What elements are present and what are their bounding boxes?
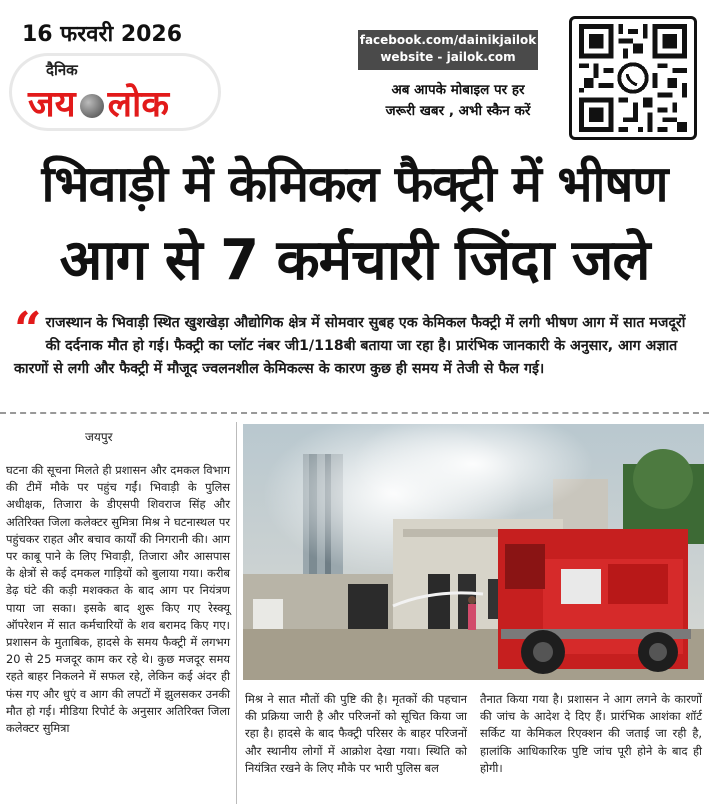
fire-scene-photo [243,424,704,680]
body-column-2: मिश्र ने सात मौतों की पुष्टि की है। मृतकों की पहचान की प्रक्रिया जारी है और परिजनों को सूचित किया जा रहा है। हादसे के बाद फैक्ट्री परिसर के बाहर परिजनों और स्थानीय लोगों में आक्रोश देखा गया। स्थिति को नियंत्रित रखने के लिए मौके पर भारी पुलिस बल [245,692,467,775]
newspaper-logo [12,56,218,128]
website-link[interactable]: website - jailok.com [380,50,516,64]
column-divider [236,422,237,804]
logo-name [28,78,169,127]
facebook-link[interactable]: facebook.com/dainikjailok [359,33,537,47]
social-banner [358,30,538,70]
body-column-3: तैनात किया गया है। प्रशासन ने आग लगने के कारणों की जांच के आदेश दे दिए हैं। प्रारंभिक आशंका शॉर्ट सर्किट या केमिकल रिएक्शन की जताई जा रही है, हालांकि आधिकारिक पुष्टि जांच पूरी होने के बाद ही होगी। [480,692,702,775]
scan-line-2: जरूरी खबर , अभी स्कैन करें [385,103,531,119]
lead-paragraph [14,302,696,381]
issue-date: 16 फरवरी 2026 [22,22,183,47]
dateline: जयपुर [85,430,113,444]
quote-icon: “ [14,302,42,358]
logo-prefix: दैनिक [46,61,78,79]
headline-line-2: आग से 7 कर्मचारी जिंदा जले [59,228,650,293]
scan-prompt [358,80,558,122]
logo-right: लोक [107,84,169,125]
logo-left: जय [28,84,76,125]
section-divider [0,412,709,414]
lead-text: राजस्थान के भिवाड़ी स्थित खुशखेड़ा औद्योगिक क्षेत्र में सोमवार सुबह एक केमिकल फैक्ट्री में लगी भीषण आग में सात मजदूरों की दर्दनाक मौत हो गई। फैक्ट्री का प्लॉट नंबर जी1/118बी बताया जा रहा है। प्रारंभिक जानकारी के अनुसार, आग अज्ञात कारणों से लगी और फैक्ट्री में मौजूद ज्वलनशील केमिकल्स के कारण कुछ ही समय में तेजी से फैल गई। [14,315,686,377]
qr-code-icon[interactable] [569,16,697,140]
body-column-1: घटना की सूचना मिलते ही प्रशासन और दमकल विभाग की टीमें मौके पर पहुंच गईं। भिवाड़ी के पुलिस अधीक्षक, तिजारा के डीएसपी शिवराज सिंह और अतिरिक्त जिला कलेक्टर सुमित्रा मिश्र ने घटनास्थल पर पहुंचकर राहत और बचाव कार्यों की निगरानी की। आग पर काबू पाने के लिए भिवाड़ी, तिजारा और आसपास के क्षेत्रों से कई दमकल गाड़ियों को बुलाया गया। करीब डेढ़ घंटे की कड़ी मशक्कत के बाद आग पर नियंत्रण पाया जा सका। इसके बाद शुरू किए गए रेस्क्यू ऑपरेशन में सात कर्मचारियों के शव बरामद किए गए। प्रशासन के मुताबिक, हादसे के समय फैक्ट्री में लगभग 20 से 25 मजदूर काम कर रहे थे। कुछ मजदूर समय रहते बाहर निकलने में सफल रहे, लेकिन कई अंदर ही फंस गए और धुएं व आग की लपटों में झुलसकर उनकी मौत हो गई। मीडिया रिपोर्ट के अनुसार अतिरिक्त जिला कलेक्टर सुमित्रा [6,463,230,736]
headline-line-1: भिवाड़ी में केमिकल फैक्ट्री में भीषण [41,155,668,213]
globe-icon [80,94,104,118]
scan-line-1: अब आपके मोबाइल पर हर [391,82,525,98]
